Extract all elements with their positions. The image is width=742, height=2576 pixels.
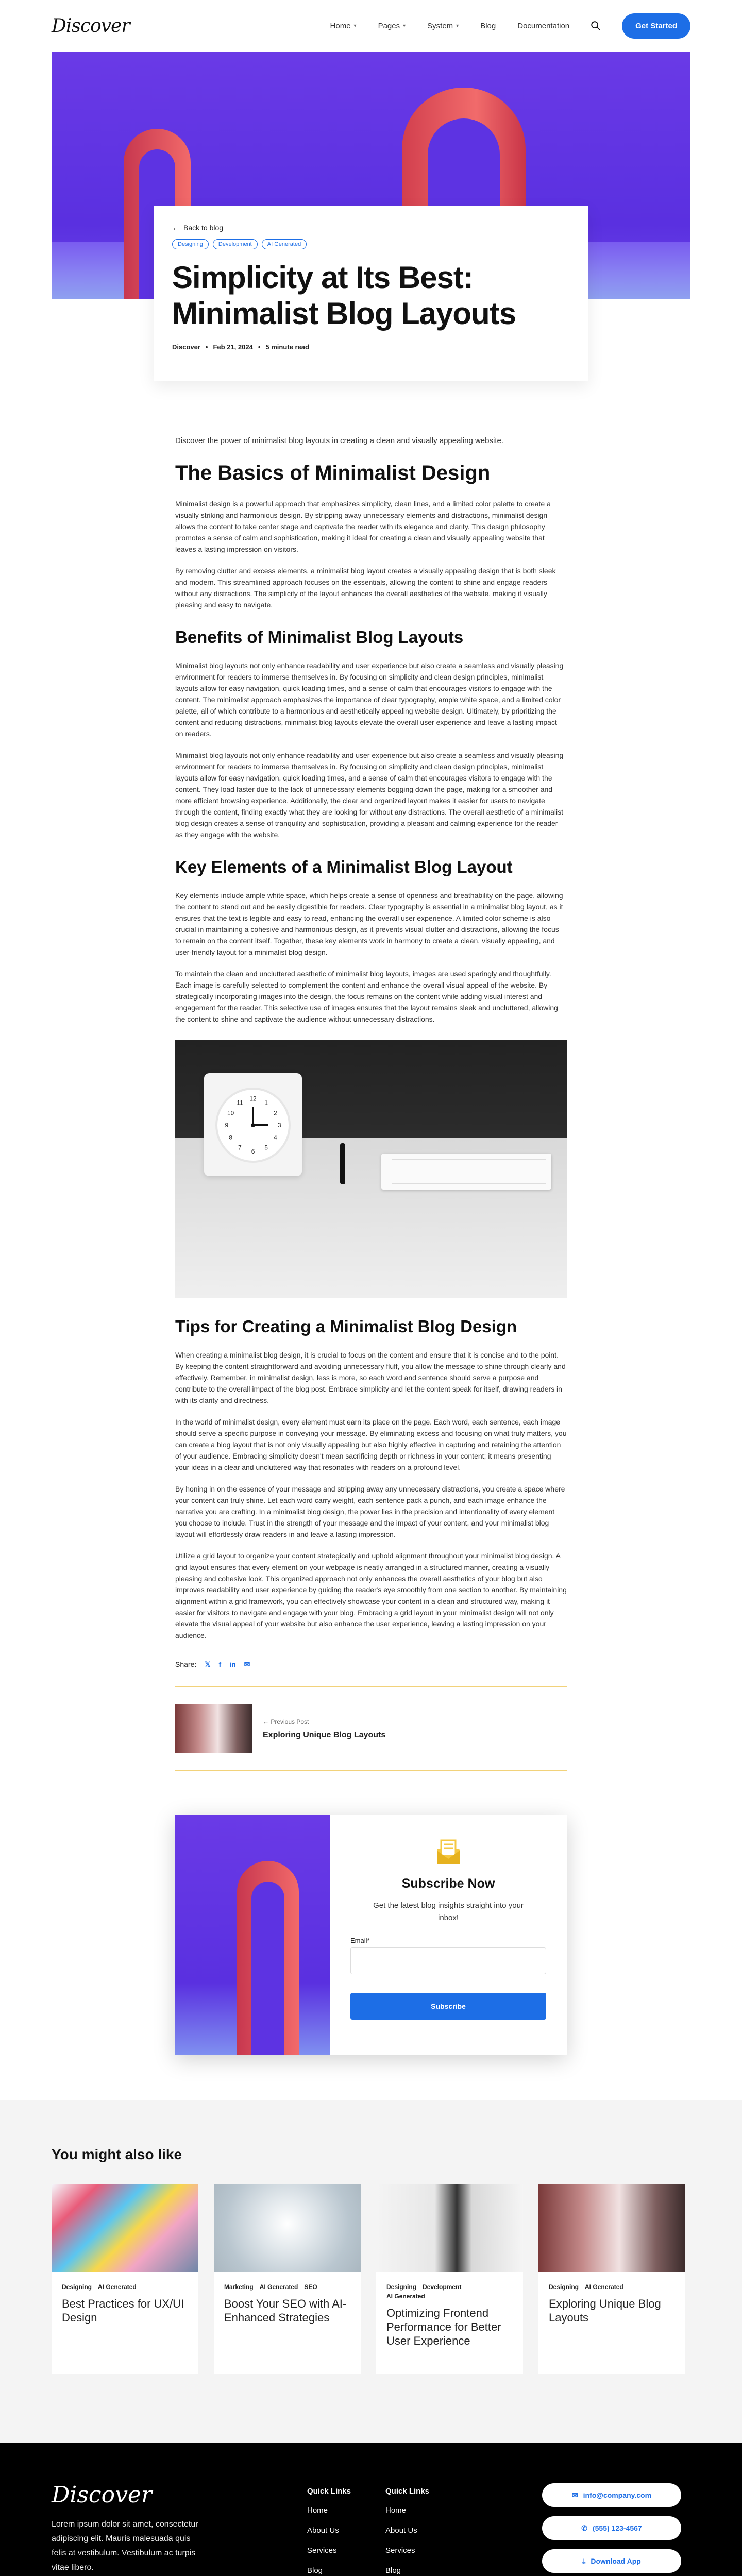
- related-title: Optimizing Frontend Performance for Better User Experience: [386, 2307, 501, 2347]
- email-button[interactable]: [542, 2483, 681, 2507]
- nav-link-label: System: [427, 21, 453, 30]
- mail-icon: ✉: [571, 2490, 578, 2499]
- nav-link-documentation[interactable]: [517, 22, 569, 30]
- related-grid: [52, 2184, 690, 2374]
- phone-text: (555) 123-4567: [592, 2524, 642, 2532]
- top-navigation: [0, 0, 742, 52]
- tag: Designing: [62, 2283, 92, 2291]
- related-card[interactable]: [538, 2184, 685, 2374]
- nav-link-system[interactable]: [427, 22, 459, 30]
- svg-text:9: 9: [225, 1121, 229, 1129]
- heading-benefits: Benefits of Minimalist Blog Layouts: [175, 628, 464, 647]
- footer-link[interactable]: Blog: [307, 2566, 323, 2575]
- paragraph: To maintain the clean and uncluttered aesthetic of minimalist blog layouts, images are used sparingly and thoughtfully. Each image is carefully selected to complement the content and enhance the overall visual appeal of the website. By strategically incorporating images into the design, the focus remains on the content while adding visual interest and engagement for the reader. This selective use of images ensures that the layout remains sleek and uncluttered, allowing the content to shine and captivate the audience without unnecessary distractions.: [175, 970, 558, 1023]
- previous-post-title: Exploring Unique Blog Layouts: [263, 1731, 386, 1739]
- related-thumbnail: [538, 2184, 685, 2272]
- post-meta: [172, 343, 570, 351]
- related-posts: [0, 2100, 742, 2443]
- phone-button[interactable]: [542, 2516, 681, 2540]
- footer-link[interactable]: Home: [385, 2506, 407, 2515]
- download-icon: ⤓: [582, 2556, 586, 2565]
- svg-text:3: 3: [277, 1121, 281, 1129]
- svg-text:8: 8: [229, 1133, 232, 1141]
- subscribe-title: Subscribe Now: [401, 1876, 495, 1891]
- subscribe-button[interactable]: Subscribe: [350, 1993, 546, 2020]
- tag: Designing: [549, 2283, 579, 2291]
- related-thumbnail: [214, 2184, 361, 2272]
- svg-text:5: 5: [264, 1144, 268, 1151]
- nav-links: [330, 22, 570, 30]
- nav-right: [330, 13, 690, 39]
- post-date: Feb 21, 2024: [213, 343, 253, 351]
- related-tags: [386, 2283, 513, 2291]
- footer-col-1: [307, 2487, 351, 2576]
- pen: [340, 1143, 345, 1184]
- footer-links: [307, 2506, 351, 2576]
- svg-text:6: 6: [251, 1148, 255, 1156]
- email-icon[interactable]: ✉: [244, 1660, 250, 1668]
- clock-icon: [215, 1088, 291, 1163]
- footer-link[interactable]: About Us: [385, 2526, 417, 2535]
- footer: [0, 2443, 742, 2576]
- facebook-icon[interactable]: f: [218, 1660, 222, 1668]
- paragraph: By removing clutter and excess elements, a minimalist blog layout creates a visually appealing design that is both sleek and modern. This streamlined approach focuses on the essentials, allowing the content to shine and engage readers without any distractions. The simplicity of the layout enhances the overall aesthetics of the website, making it visually pleasing and easy to navigate.: [175, 567, 556, 609]
- post-tags: [172, 239, 570, 249]
- subscribe-form: [330, 1815, 567, 2055]
- heading-tips: Tips for Creating a Minimalist Blog Design: [175, 1317, 517, 1336]
- related-card-body: [214, 2272, 361, 2336]
- subscribe-description: Get the latest blog insights straight into your inbox!: [373, 1901, 524, 1922]
- footer-link[interactable]: Home: [307, 2506, 328, 2515]
- related-thumbnail: [376, 2184, 523, 2272]
- svg-text:7: 7: [238, 1144, 242, 1151]
- svg-text:2: 2: [274, 1109, 277, 1117]
- back-to-blog-link[interactable]: [172, 224, 570, 232]
- related-title: Boost Your SEO with AI-Enhanced Strategies: [224, 2297, 347, 2324]
- footer-col-2: [385, 2487, 429, 2576]
- meta-dot: •: [205, 343, 208, 351]
- tag: Designing: [386, 2283, 417, 2291]
- post-author: Discover: [172, 343, 200, 351]
- article-image-clock: [175, 1040, 567, 1298]
- related-tags-row2: [386, 2293, 513, 2300]
- paragraph: Key elements include ample white space, which helps create a sense of openness and breathability on the page, allowing the content to stand out and be easily digestible for readers. Clear typography is essential in a minimalist blog layout, as it ensures that the text is legible and easy to read, enhancing the overall user experience. A limited color scheme is also crucial in maintaining a cohesive and harmonious design, as it prevents visual clutter and distractions, allowing the focus to remain on the content itself. Together, these key elements work in harmony to create a clean, visually appealing, and user-friendly layout for a minimalist blog design.: [175, 891, 563, 956]
- nav-link-label: Pages: [378, 21, 400, 30]
- related-thumbnail: [52, 2184, 198, 2272]
- related-card-body: [52, 2272, 198, 2336]
- x-icon[interactable]: 𝕏: [205, 1660, 211, 1668]
- svg-text:4: 4: [274, 1133, 277, 1141]
- svg-text:1: 1: [264, 1099, 268, 1107]
- paragraph: In the world of minimalist design, every element must earn its place on the page. Each word, each sentence, each image should serve a specific purpose in conveying your message. By eliminating excess and focusing on what truly matters, you can create a blog layout that is not only visually appealing but also highly effective in capturing and retaining the attention of your audience. Embracing simplicity doesn't mean sacrificing depth or richness in your content; it means presenting your ideas in a clear and uncluttered way that resonates with readers on a profound level.: [175, 1418, 567, 1471]
- paragraph: By honing in on the essence of your message and stripping away any unnecessary distractions, you create a space where your content can truly shine. Let each word carry weight, each sentence pack a punch, and each image enhance the narrative you are crafting. In a minimalist blog design, the power lies in the precision and intentionality of every element you choose to include. Trust in the strength of your message and the impact of your content, and your minimalist blog layout will effortlessly draw readers in and leave a lasting impression.: [175, 1485, 565, 1538]
- footer-link[interactable]: Services: [307, 2546, 337, 2555]
- arrow-left-icon: ←: [172, 224, 179, 232]
- heading-key-elements: Key Elements of a Minimalist Blog Layout: [175, 857, 513, 876]
- related-card-body: [538, 2272, 685, 2336]
- tag[interactable]: Designing: [172, 239, 209, 249]
- email-label: Email*: [350, 1937, 370, 1944]
- divider: [175, 1770, 567, 1771]
- footer-contact-buttons: [542, 2483, 681, 2573]
- divider: [175, 1686, 567, 1687]
- paragraph: Utilize a grid layout to organize your content strategically and uphold alignment throughout your minimalist blog design. A grid layout ensures that every element on your webpage is neatly arranged in a structured manner, creating a visually pleasing and cohesive look. This organized approach not only enhances the overall aesthetics of your blog but also improves readability and user experience by guiding the reader's eye smoothly from one section to another. By maintaining alignment within a grid framework, you can effectively showcase your content in a clean and structured way, making it easier for visitors to navigate and engage with your blog. Embracing a grid layout in your minimalist design will not only elevate the visual appeal of your website but also enhance the user experience, leaving a lasting impression on your audience.: [175, 1552, 567, 1639]
- search-icon[interactable]: [590, 20, 601, 31]
- nav-link-home[interactable]: [330, 22, 357, 30]
- heading-basics: The Basics of Minimalist Design: [175, 462, 491, 484]
- related-card[interactable]: [52, 2184, 198, 2374]
- related-tags: [549, 2283, 675, 2291]
- chevron-down-icon: ▾: [403, 23, 406, 29]
- subscribe-arch-inner: [251, 1882, 284, 2055]
- nav-link-blog[interactable]: [480, 22, 496, 30]
- back-link-label: Back to blog: [183, 224, 224, 232]
- email-field[interactable]: [350, 1947, 546, 1974]
- subscribe-section: [175, 1815, 567, 2055]
- related-title: Exploring Unique Blog Layouts: [549, 2297, 661, 2324]
- page-title: Simplicity at Its Best: Minimalist Blog Layouts: [172, 260, 516, 331]
- article-body: [175, 435, 567, 1771]
- svg-text:12: 12: [249, 1095, 257, 1103]
- svg-text:10: 10: [227, 1109, 234, 1117]
- tag: AI Generated: [585, 2283, 623, 2291]
- get-started-button[interactable]: Get Started: [622, 13, 690, 39]
- phone-icon: ✆: [581, 2523, 587, 2532]
- previous-post-link[interactable]: [175, 1704, 567, 1753]
- footer-link[interactable]: Services: [385, 2546, 415, 2555]
- paragraph: Minimalist blog layouts not only enhance readability and user experience but also create a seamless and visually pleasing environment for readers to immerse themselves in. By focusing on simplicity and clean design principles, minimalist layouts allow for easy navigation, quick loading times, and a sense of calm that encourages visitors to engage with the content. The minimalist approach emphasizes the importance of clear typography, ample white space, and a limited color palette, all of which contribute to a harmonious and aesthetically appealing website design. Ultimately, by prioritizing the content and reducing distractions, minimalist blog layouts elevate the overall user experience and leave a lasting impact on readers.: [175, 662, 564, 738]
- share-bar: [175, 1658, 567, 1670]
- clock-box: [204, 1073, 302, 1176]
- footer-description: Lorem ipsum dolor sit amet, consectetur adipiscing elit. Mauris malesuada quis felis at vestibulum. Vestibulum ac turpis vitae libero.: [52, 2520, 198, 2572]
- tag: SEO: [304, 2283, 317, 2291]
- svg-text:11: 11: [237, 1099, 243, 1107]
- tag[interactable]: AI Generated: [262, 239, 307, 249]
- footer-logo[interactable]: Discover: [52, 2482, 152, 2508]
- download-text: Download App: [591, 2557, 641, 2565]
- related-card[interactable]: [376, 2184, 523, 2374]
- footer-link[interactable]: About Us: [307, 2526, 339, 2535]
- chevron-down-icon: ▾: [353, 23, 357, 29]
- meta-dot: •: [258, 343, 261, 351]
- nav-link-label: Documentation: [517, 21, 570, 30]
- nav-link-label: Blog: [480, 21, 496, 30]
- tag: Development: [423, 2283, 462, 2291]
- related-heading: You might also like: [52, 2146, 182, 2162]
- footer-col-title: Quick Links: [307, 2487, 351, 2496]
- tag[interactable]: Development: [213, 239, 258, 249]
- nav-link-label: Home: [330, 21, 351, 30]
- tag: AI Generated: [98, 2283, 137, 2291]
- previous-post-label: ← Previous Post: [263, 1718, 309, 1725]
- nav-link-pages[interactable]: [378, 22, 406, 30]
- related-tags: [224, 2283, 350, 2291]
- footer-link[interactable]: Blog: [385, 2566, 401, 2575]
- papers-lines: [392, 1159, 546, 1184]
- tag: AI Generated: [386, 2293, 425, 2300]
- paragraph: Minimalist design is a powerful approach that emphasizes simplicity, clean lines, and a limited color palette to create a visually striking and harmonious design. By stripping away unnecessary elements and distractions, minimalist design allows the content to take center stage and captivate the reader with its elegance and clarity. This design philosophy promotes a sense of calm and sophistication, making it ideal for creating a clean and visually appealing website that leaves a lasting impression on visitors.: [175, 500, 551, 553]
- footer-col-title: Quick Links: [385, 2487, 430, 2496]
- linkedin-icon[interactable]: in: [229, 1660, 236, 1668]
- chevron-down-icon: ▾: [456, 23, 459, 29]
- previous-post-text: [263, 1716, 385, 1741]
- post-header-card: [154, 206, 588, 381]
- tag: Marketing: [224, 2283, 254, 2291]
- mail-icon: [432, 1835, 465, 1868]
- article-lead: Discover the power of minimalist blog layouts in creating a clean and visually appealing website.: [175, 436, 504, 445]
- download-app-button[interactable]: [542, 2549, 681, 2573]
- subscribe-image: [175, 1815, 330, 2055]
- previous-post-thumbnail: [175, 1704, 252, 1753]
- email-text: info@company.com: [583, 2491, 652, 2499]
- site-logo[interactable]: Discover: [52, 15, 130, 37]
- post-read-time: 5 minute read: [265, 343, 309, 351]
- paragraph: Minimalist blog layouts not only enhance readability and user experience but also create a seamless and visually pleasing environment for readers to immerse themselves in. By focusing on simplicity and clean design principles, minimalist layouts allow for easy navigation, quick loading times, and a sense of calm that encourages visitors to engage with the content. They load faster due to the lack of unnecessary elements bogging down the page, making for a smoother and more efficient browsing experience. Additionally, the clear and organized layout makes it easier for users to navigate through the content, finding exactly what they are looking for without any distractions. The overall aesthetic of a minimalist blog design creates a sense of tranquility and sophistication, providing a pleasant and calming experience for the reader as they engage with the website.: [175, 751, 564, 839]
- related-tags: [62, 2283, 188, 2291]
- share-label: Share:: [175, 1660, 197, 1668]
- related-title: Best Practices for UX/UI Design: [62, 2297, 184, 2324]
- footer-links: [385, 2506, 429, 2576]
- related-card-body: [376, 2272, 523, 2359]
- paragraph: When creating a minimalist blog design, it is crucial to focus on the content and ensure that it is concise and to the point. By keeping the content straightforward and avoiding unnecessary fluff, you allow the message to shine through clearly and effectively. Remember, in minimalist design, less is more, so each word and sentence should serve a purpose and contribute to the overall impact of the blog post. Embrace simplicity and let the content speak for itself, drawing readers in with its clarity and directness.: [175, 1351, 566, 1404]
- related-card[interactable]: [214, 2184, 361, 2374]
- tag: AI Generated: [259, 2283, 298, 2291]
